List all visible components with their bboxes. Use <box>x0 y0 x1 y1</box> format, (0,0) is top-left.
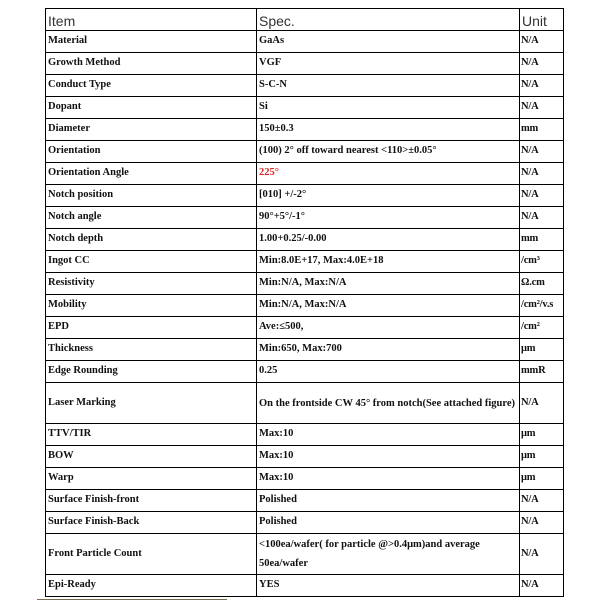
table-row <box>46 534 564 575</box>
item-cell: Laser Marking <box>46 383 257 424</box>
item-cell: Surface Finish-Back <box>46 512 257 534</box>
table-row <box>46 229 564 251</box>
table-row <box>46 361 564 383</box>
item-cell: Ingot CC <box>46 251 257 273</box>
spec-cell: Max:10 <box>257 468 520 490</box>
spec-cell: 0.25 <box>257 361 520 383</box>
unit-cell: μm <box>520 468 564 490</box>
spec-cell: Min:650, Max:700 <box>257 339 520 361</box>
spec-cell: Min:8.0E+17, Max:4.0E+18 <box>257 251 520 273</box>
table-row <box>46 424 564 446</box>
item-cell: Orientation <box>46 141 257 163</box>
spec-cell: Si <box>257 97 520 119</box>
unit-cell: Ω.cm <box>520 273 564 295</box>
spec-cell: 150±0.3 <box>257 119 520 141</box>
table-row <box>46 53 564 75</box>
header-unit: Unit <box>520 9 564 31</box>
unit-cell: N/A <box>520 575 564 597</box>
unit-cell: mmR <box>520 361 564 383</box>
table-row <box>46 97 564 119</box>
unit-cell: /cm³ <box>520 251 564 273</box>
table-row <box>46 185 564 207</box>
unit-cell: μm <box>520 446 564 468</box>
spec-cell: Polished <box>257 490 520 512</box>
spec-cell: 1.00+0.25/-0.00 <box>257 229 520 251</box>
item-cell: Notch position <box>46 185 257 207</box>
table-row <box>46 468 564 490</box>
unit-cell: N/A <box>520 490 564 512</box>
item-cell: Notch angle <box>46 207 257 229</box>
unit-cell: N/A <box>520 31 564 53</box>
item-cell: TTV/TIR <box>46 424 257 446</box>
table-row <box>46 383 564 424</box>
unit-cell: N/A <box>520 163 564 185</box>
table-row <box>46 141 564 163</box>
spec-sheet <box>45 8 564 597</box>
item-cell: Conduct Type <box>46 75 257 97</box>
unit-cell: N/A <box>520 383 564 424</box>
unit-cell: /cm² <box>520 317 564 339</box>
spec-cell: [010] +/-2° <box>257 185 520 207</box>
item-cell: Warp <box>46 468 257 490</box>
item-cell: Resistivity <box>46 273 257 295</box>
item-cell: Edge Rounding <box>46 361 257 383</box>
spec-cell: Polished <box>257 512 520 534</box>
table-row <box>46 317 564 339</box>
spec-cell: Max:10 <box>257 424 520 446</box>
unit-cell: N/A <box>520 141 564 163</box>
unit-cell: N/A <box>520 97 564 119</box>
item-cell: Thickness <box>46 339 257 361</box>
spec-cell: GaAs <box>257 31 520 53</box>
spec-cell: 225° <box>257 163 520 185</box>
header-item: Item <box>46 9 257 31</box>
unit-cell: N/A <box>520 534 564 575</box>
item-cell: Diameter <box>46 119 257 141</box>
header-spec: Spec. <box>257 9 520 31</box>
spec-cell: <100ea/wafer( for particle @>0.4μm)and average 50ea/wafer <box>257 534 520 575</box>
table-row <box>46 295 564 317</box>
table-row <box>46 119 564 141</box>
unit-cell: μm <box>520 424 564 446</box>
spec-cell: Max:10 <box>257 446 520 468</box>
table-row <box>46 251 564 273</box>
table-row <box>46 339 564 361</box>
unit-cell: N/A <box>520 75 564 97</box>
table-row <box>46 446 564 468</box>
spec-cell: S-C-N <box>257 75 520 97</box>
spec-cell: YES <box>257 575 520 597</box>
item-cell: Front Particle Count <box>46 534 257 575</box>
spec-table <box>45 8 564 597</box>
item-cell: Mobility <box>46 295 257 317</box>
unit-cell: N/A <box>520 207 564 229</box>
item-cell: Growth Method <box>46 53 257 75</box>
item-cell: EPD <box>46 317 257 339</box>
table-row <box>46 31 564 53</box>
item-cell: Material <box>46 31 257 53</box>
table-row <box>46 575 564 597</box>
unit-cell: /cm²/v.s <box>520 295 564 317</box>
spec-cell: (100) 2° off toward nearest <110>±0.05° <box>257 141 520 163</box>
item-cell: Dopant <box>46 97 257 119</box>
table-row <box>46 207 564 229</box>
spec-cell: Ave:≤500, <box>257 317 520 339</box>
spec-cell: VGF <box>257 53 520 75</box>
unit-cell: μm <box>520 339 564 361</box>
item-cell: BOW <box>46 446 257 468</box>
table-row <box>46 75 564 97</box>
unit-cell: N/A <box>520 53 564 75</box>
item-cell: Epi-Ready <box>46 575 257 597</box>
header-row <box>46 9 564 31</box>
spec-cell: On the frontside CW 45° from notch(See attached figure) <box>257 383 520 424</box>
table-row <box>46 512 564 534</box>
table-row <box>46 273 564 295</box>
table-row <box>46 163 564 185</box>
table-row <box>46 490 564 512</box>
unit-cell: N/A <box>520 512 564 534</box>
item-cell: Orientation Angle <box>46 163 257 185</box>
spec-cell: Min:N/A, Max:N/A <box>257 273 520 295</box>
unit-cell: mm <box>520 119 564 141</box>
item-cell: Surface Finish-front <box>46 490 257 512</box>
item-cell: Notch depth <box>46 229 257 251</box>
spec-cell: Min:N/A, Max:N/A <box>257 295 520 317</box>
unit-cell: mm <box>520 229 564 251</box>
unit-cell: N/A <box>520 185 564 207</box>
spec-cell: 90°+5°/-1° <box>257 207 520 229</box>
